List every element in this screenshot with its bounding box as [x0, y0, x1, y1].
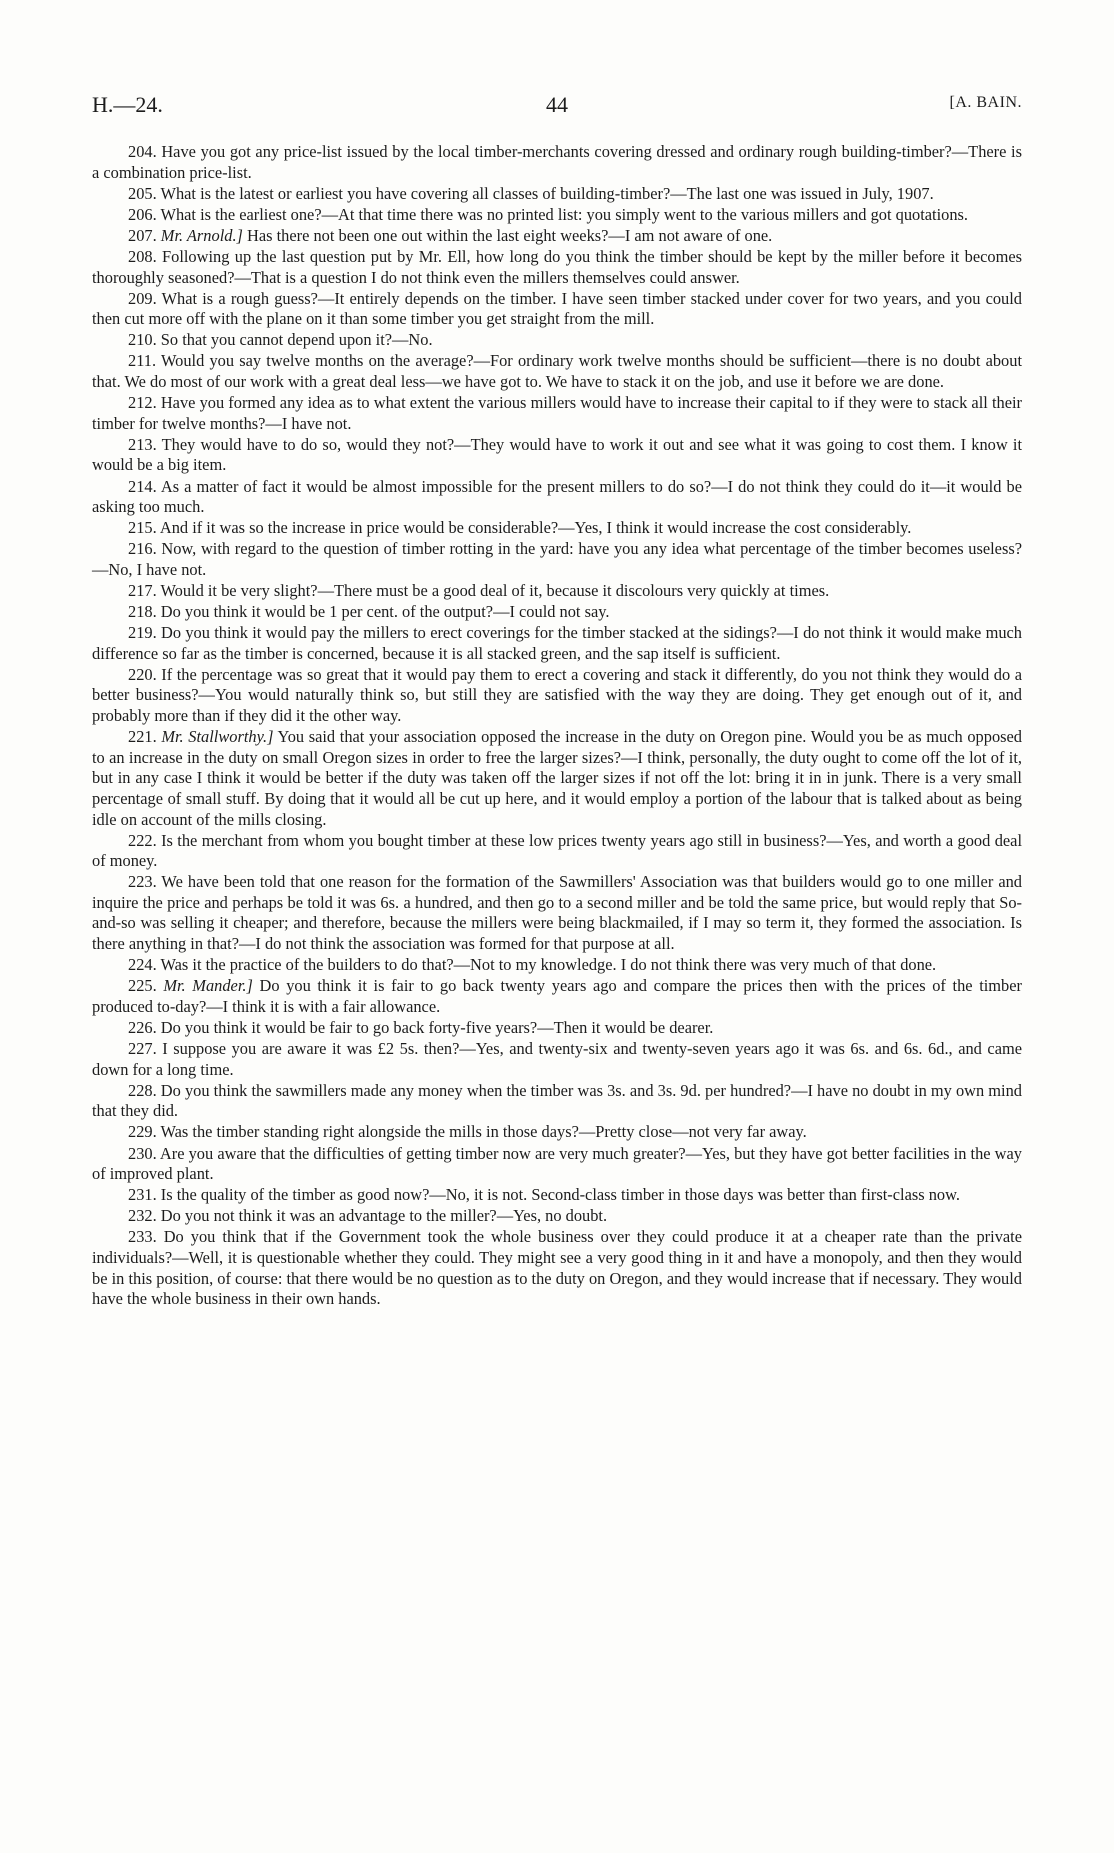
- question-paragraph: [92, 976, 1022, 1017]
- question-paragraph: 210. So that you cannot depend upon it?—No.: [128, 330, 433, 350]
- question-number: 221.: [128, 727, 157, 747]
- question-paragraph: 227. I suppose you are aware it was £2 5s. then?—Yes, and twenty-six and twenty-seven years ago it was 6s. and 6s. 6d., and came down for a long time.: [92, 1039, 1022, 1079]
- question-paragraph: 226. Do you think it would be fair to go back forty-five years?—Then it would be dearer.: [128, 1017, 714, 1037]
- speaker-name: Mr. Stallworthy.]: [161, 727, 274, 747]
- question-paragraph: 208. Following up the last question put by Mr. Ell, how long do you think the timber should be kept by the miller before it becomes thoroughly seasoned?—That is a question I do not think even the millers themselves could answer.: [92, 246, 1022, 287]
- question-paragraph: 206. What is the earliest one?—At that time there was no printed list: you simply went to the various millers and got quotations.: [128, 204, 969, 224]
- question-text: Do you think it is fair to go back twenty years ago and compare the prices then with the prices of the timber produced to-day?—I think it is with a fair allowance.: [92, 976, 1022, 1016]
- question-paragraph: 233. Do you think that if the Government took the whole business over they could produce it at a cheaper rate than the private individuals?—Well, it is questionable whether they could. They might see a very good thing in it and have a monopoly, and then they would be in this position, of course: that there would be no question as to the duty on Oregon, and they would increase that if necessary. They would have the whole business in their own hands.: [92, 1227, 1022, 1309]
- question-paragraph: 223. We have been told that one reason for the formation of the Sawmillers' Association was that builders would go to one miller and inquire the price and perhaps be told it was 6s. a hundred, and then go to a second miller and be told the same price, but would reply that So-and-so was selling it cheaper; and therefore, because the millers were being blackmailed, if I may so term it, they formed the association. Is there anything in that?—I do not think the association was formed for that purpose at all.: [92, 872, 1022, 954]
- question-number: 207.: [128, 225, 157, 245]
- question-text: Has there not been one out within the last eight weeks?—I am not aware of one.: [247, 225, 773, 245]
- question-paragraph: 228. Do you think the sawmillers made any money when the timber was 3s. and 3s. 9d. per hundred?—I have no doubt in my own mind that they did.: [92, 1080, 1022, 1121]
- document-code: H.—24.: [92, 92, 163, 117]
- question-paragraph: 211. Would you say twelve months on the average?—For ordinary work twelve months should be sufficient—there is no doubt about that. We do most of our work with a great deal less—we have got to. We have to stack it on the job, and use it before we are done.: [92, 351, 1022, 392]
- question-paragraph: 212. Have you formed any idea as to what extent the various millers would have to increase their capital to if they were to stack all their timber for twelve months?—I have not.: [92, 393, 1022, 433]
- question-paragraph: 218. Do you think it would be 1 per cent. of the output?—I could not say.: [128, 602, 610, 622]
- question-paragraph: 231. Is the quality of the timber as good now?—No, it is not. Second-class timber in those days was better than first-class now.: [128, 1185, 960, 1205]
- question-paragraph: 213. They would have to do so, would they not?—They would have to work it out and see what it was going to cost them. I know it would be a big item.: [92, 434, 1022, 475]
- question-paragraph: 220. If the percentage was so great that it would pay them to erect a covering and stack it differently, do you not think they would do a better business?—You would naturally think so, but still they are satisfied with the way they are doing. They get enough out of it, and probably more than if they did it the other way.: [92, 664, 1022, 726]
- question-paragraph: 219. Do you think it would pay the millers to erect coverings for the timber stacked at the sidings?—I do not think it would make much difference so far as the timber is concerned, because it is all stacked green, and the sap itself is sufficient.: [92, 623, 1022, 663]
- testimony-body: [92, 142, 1022, 1310]
- page-header: [92, 92, 1022, 122]
- speaker-name: Mr. Mander.]: [163, 976, 253, 996]
- question-paragraph: 216. Now, with regard to the question of timber rotting in the yard: have you any idea what percentage of the timber becomes useless?—No, I have not.: [92, 539, 1022, 579]
- question-paragraph: 205. What is the latest or earliest you have covering all classes of building-timber?—The last one was issued in July, 1907.: [128, 183, 934, 203]
- question-paragraph: 232. Do you not think it was an advantage to the miller?—Yes, no doubt.: [128, 1206, 608, 1226]
- question-paragraph: 229. Was the timber standing right alongside the mills in those days?—Pretty close—not very far away.: [128, 1122, 807, 1142]
- question-paragraph: 209. What is a rough guess?—It entirely depends on the timber. I have seen timber stacked under cover for two years, and you could then cut more off with the plane on it than some timber you get straight from the mill.: [92, 288, 1022, 329]
- question-paragraph: 222. Is the merchant from whom you bought timber at these low prices twenty years ago still in business?—Yes, and worth a good deal of money.: [92, 830, 1022, 871]
- witness-name: [A. BAIN.: [949, 94, 1022, 111]
- question-paragraph: 217. Would it be very slight?—There must be a good deal of it, because it discolours very quickly at times.: [128, 580, 830, 600]
- page-number: 44: [546, 92, 568, 117]
- question-number: 225.: [128, 976, 157, 996]
- question-paragraph: [92, 226, 1022, 247]
- question-paragraph: 204. Have you got any price-list issued by the local timber-merchants covering dressed and ordinary rough building-timber?—There is a combination price-list.: [92, 142, 1022, 182]
- question-paragraph: 230. Are you aware that the difficulties of getting timber now are very much greater?—Yes, but they have got better facilities in the way of improved plant.: [92, 1143, 1022, 1184]
- question-paragraph: 224. Was it the practice of the builders to do that?—Not to my knowledge. I do not think there was very much of that done.: [128, 955, 937, 975]
- speaker-name: Mr. Arnold.]: [160, 225, 243, 245]
- question-paragraph: 214. As a matter of fact it would be almost impossible for the present millers to do so?—I do not think they could do it—it would be asking too much.: [92, 476, 1022, 517]
- question-paragraph: [92, 727, 1022, 830]
- question-paragraph: 215. And if it was so the increase in price would be considerable?—Yes, I think it would increase the cost considerably.: [128, 518, 912, 538]
- question-text: You said that your association opposed the increase in the duty on Oregon pine. Would you be as much opposed to an increase in the duty on small Oregon sizes in order to free the larger sizes?—I think, personally, the duty ought to come off the lot of it, but in any case I think it would be better if the duty was taken off the larger sizes if not off the lot: bring it in in junk. There is a very small percentage of small stuff. By doing that it would all be cut up here, and it would employ a portion of the labour that is talked about as being idle on account of the mills closing.: [92, 727, 1022, 829]
